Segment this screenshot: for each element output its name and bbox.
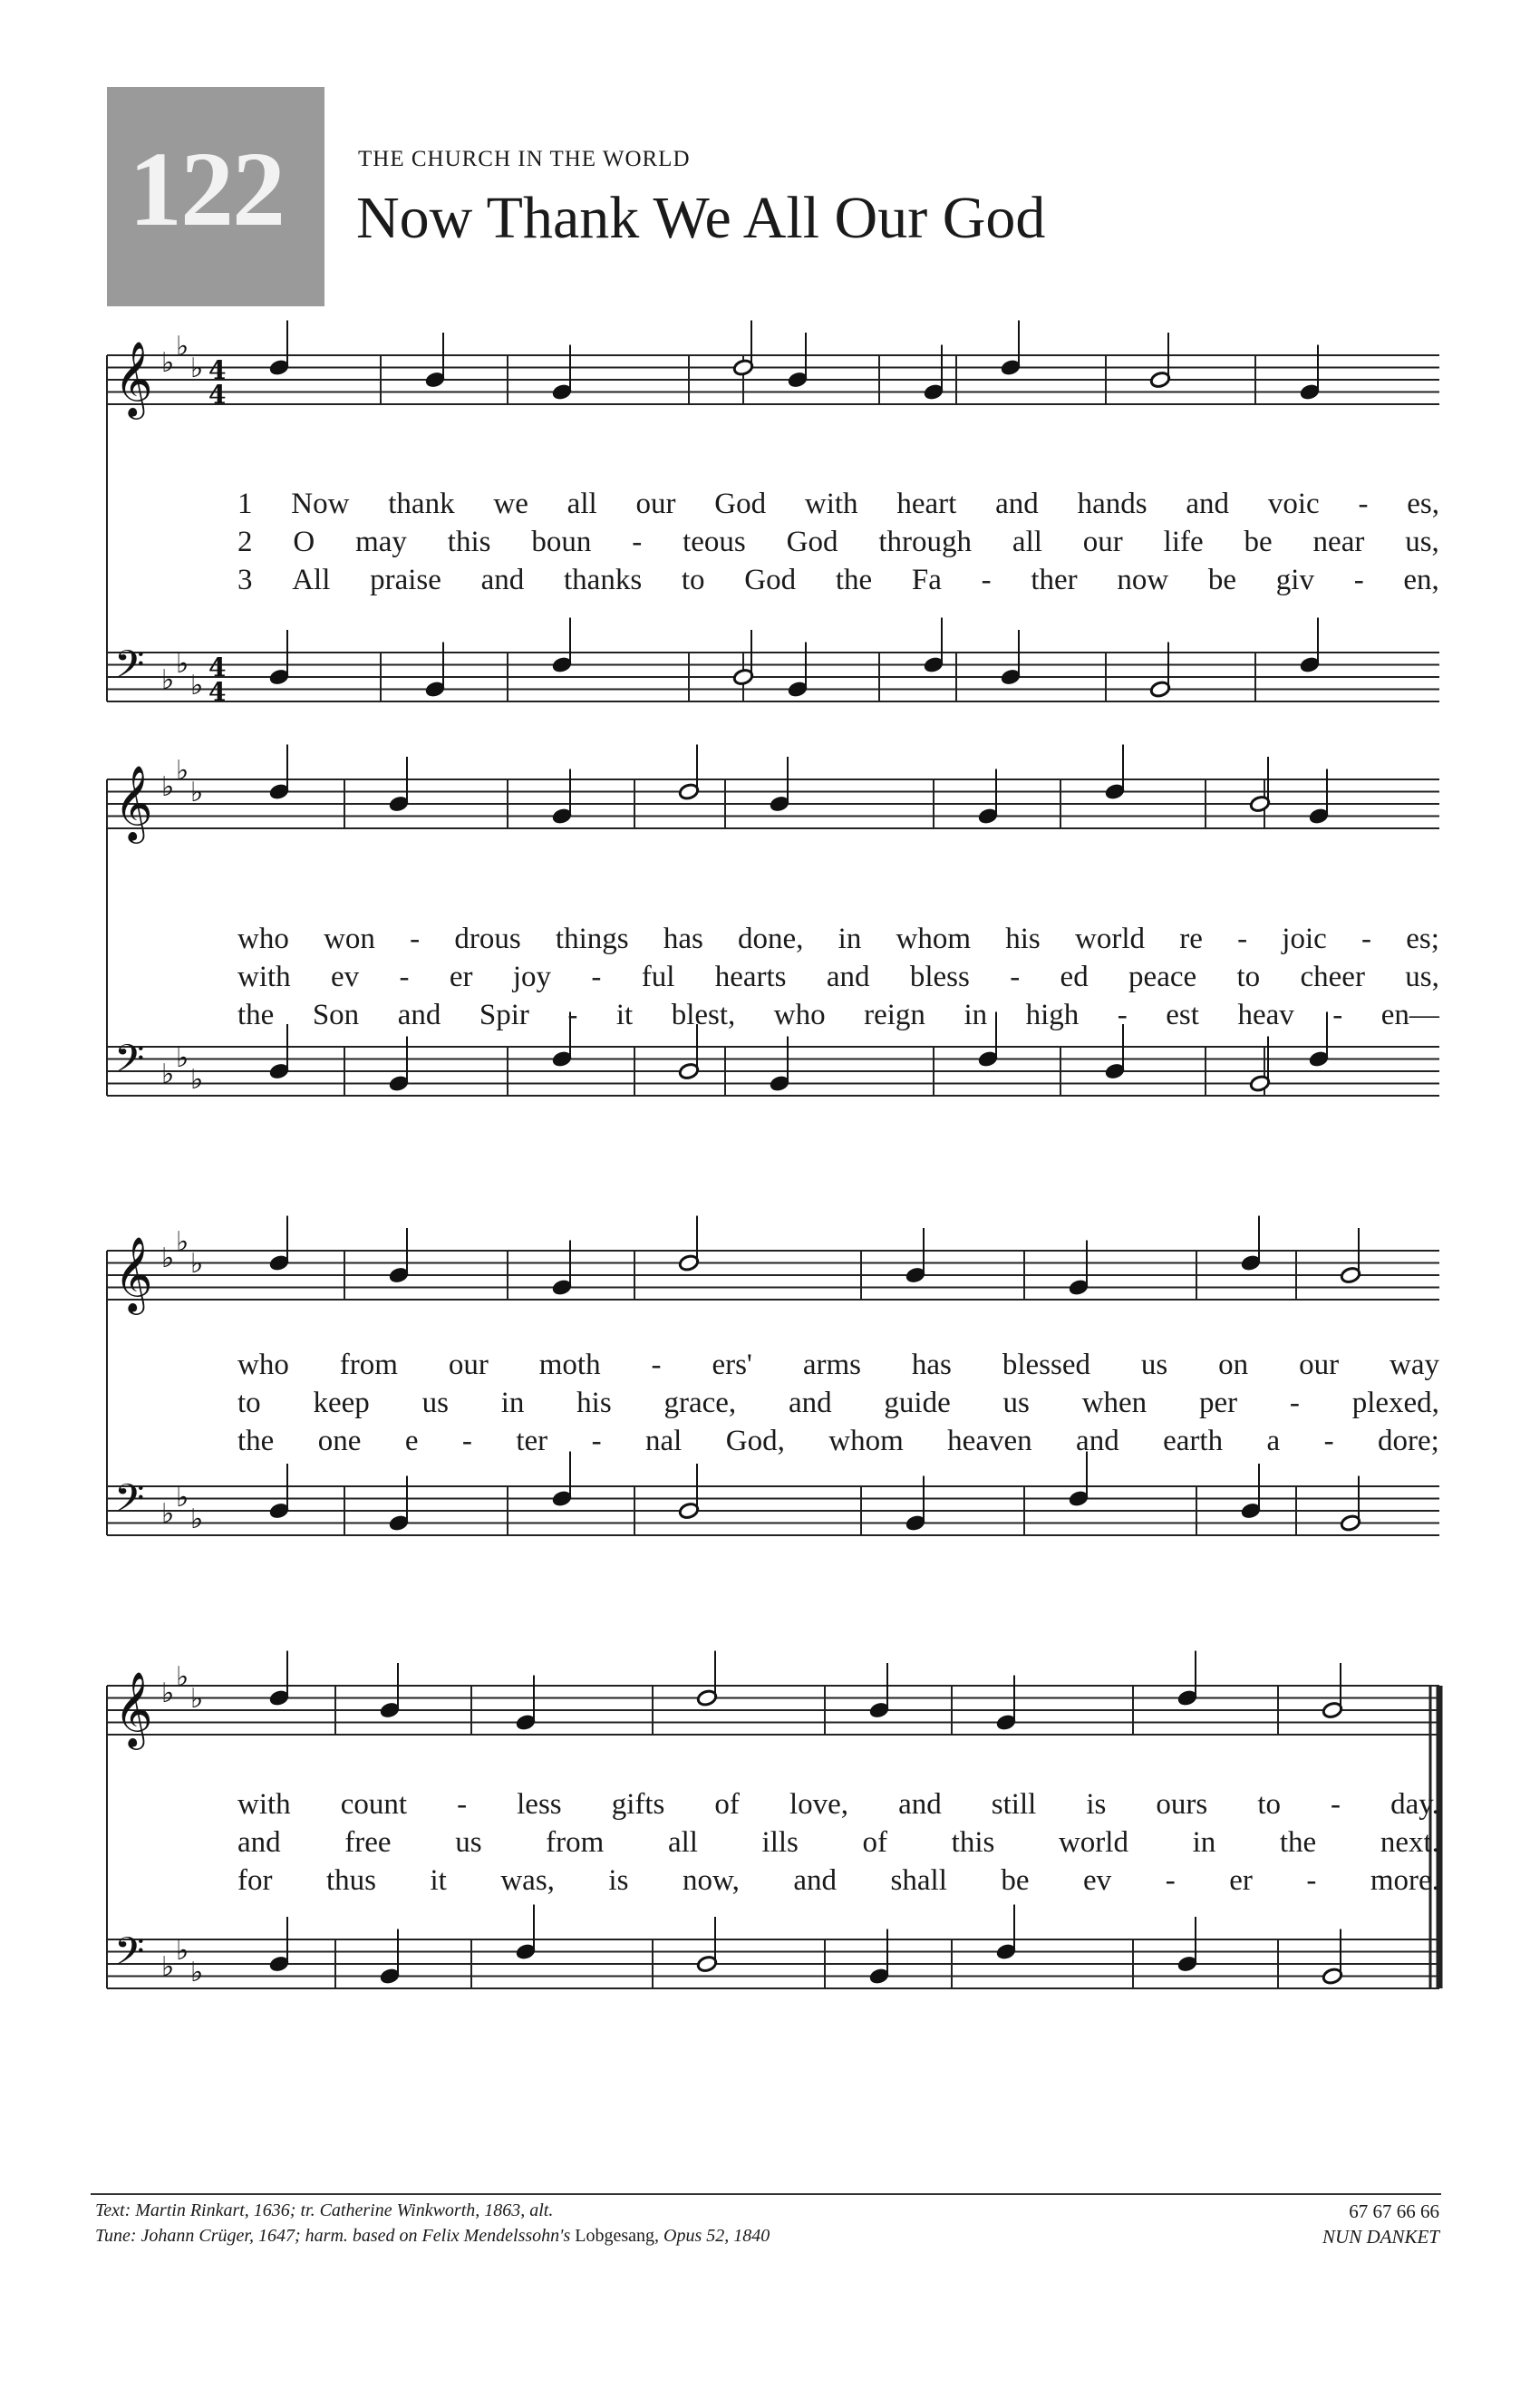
lyric-syllable: 2 xyxy=(237,526,253,558)
time-signature: 4 xyxy=(208,380,227,410)
flat-sign: ♭ xyxy=(161,1059,175,1090)
lyric-syllable: be xyxy=(1244,526,1273,558)
lyric-syllable: still xyxy=(991,1788,1037,1821)
lyric-syllable: es, xyxy=(1407,488,1439,520)
lyric-syllable: now xyxy=(1117,564,1169,596)
lyric-syllable: bless xyxy=(909,961,970,993)
lyric-syllable: and xyxy=(826,961,870,993)
lyric-syllable: heav xyxy=(1237,999,1294,1031)
lyric-syllable: now, xyxy=(682,1864,740,1897)
lyric-syllable: ter xyxy=(516,1425,548,1457)
lyric-line xyxy=(237,1790,1439,1820)
lyric-syllable: way xyxy=(1390,1349,1439,1381)
lyric-syllable: in xyxy=(838,923,862,955)
lyric-syllable: - xyxy=(1323,1425,1334,1457)
tune-name: NUN DANKET xyxy=(1322,2226,1439,2248)
lyric-syllable: giv xyxy=(1275,564,1314,596)
lyric-syllable: - xyxy=(1361,923,1371,955)
lyric-syllable: Now xyxy=(291,488,350,520)
lyric-syllable: who xyxy=(773,999,826,1031)
lyric-syllable: his xyxy=(576,1387,612,1419)
lyric-syllable: from xyxy=(339,1349,398,1381)
lyric-syllable: - xyxy=(981,564,992,596)
lyric-line xyxy=(237,527,1439,557)
lyric-syllable: - xyxy=(1010,961,1021,993)
lyric-syllable: the xyxy=(835,564,873,596)
lyric-syllable: whom xyxy=(896,923,972,955)
lyric-syllable: 3 xyxy=(237,564,253,596)
lyric-syllable: - xyxy=(651,1349,662,1381)
flat-sign: ♭ xyxy=(176,1482,189,1513)
lyric-syllable: us xyxy=(1140,1349,1168,1381)
lyric-syllable: ful xyxy=(641,961,675,993)
lyric-syllable: be xyxy=(1207,564,1237,596)
lyric-syllable: us xyxy=(455,1826,482,1859)
tune-credit: Tune: Johann Crüger, 1647; harm. based on Felix Mendelssohn's Lobgesang, Opus 52, 1840 xyxy=(95,2226,770,2246)
lyric-syllable: - xyxy=(399,961,410,993)
lyric-syllable: to xyxy=(1236,961,1261,993)
lyric-syllable: be xyxy=(1001,1864,1030,1897)
lyric-syllable: and xyxy=(237,1826,281,1859)
lyric-syllable: ours xyxy=(1156,1788,1208,1821)
lyric-syllable: er xyxy=(1229,1864,1253,1897)
lyric-syllable: gifts xyxy=(611,1788,665,1821)
lyric-syllable: - xyxy=(1237,923,1248,955)
lyric-syllable: en, xyxy=(1403,564,1439,596)
lyric-syllable: on xyxy=(1218,1349,1249,1381)
lyric-syllable: next. xyxy=(1380,1826,1439,1859)
flat-sign: ♭ xyxy=(190,1064,204,1096)
lyric-syllable: and xyxy=(793,1864,838,1897)
lyric-syllable: heart xyxy=(896,488,957,520)
lyric-syllable: - xyxy=(1165,1864,1176,1897)
lyric-syllable: teous xyxy=(683,526,746,558)
lyric-line xyxy=(237,1828,1439,1858)
lyric-syllable: with xyxy=(237,1788,291,1821)
lyric-syllable: has xyxy=(911,1349,952,1381)
lyric-syllable: is xyxy=(1086,1788,1107,1821)
lyric-syllable: and xyxy=(1186,488,1230,520)
lyric-syllable: guide xyxy=(884,1387,951,1419)
lyric-syllable: moth xyxy=(538,1349,601,1381)
lyric-line xyxy=(237,566,1439,595)
lyric-syllable: to xyxy=(681,564,705,596)
lyric-syllable: was, xyxy=(500,1864,555,1897)
lyric-syllable: - xyxy=(1358,488,1369,520)
lyric-syllable: us xyxy=(1002,1387,1030,1419)
lyric-syllable: of xyxy=(862,1826,888,1859)
lyric-syllable: high xyxy=(1025,999,1080,1031)
lyric-syllable: en— xyxy=(1380,999,1439,1031)
lyric-syllable: - xyxy=(1306,1864,1317,1897)
flat-sign: ♭ xyxy=(190,1248,204,1280)
lyric-syllable: it xyxy=(615,999,634,1031)
lyric-syllable: shall xyxy=(890,1864,947,1897)
lyric-syllable: hands xyxy=(1077,488,1148,520)
lyric-syllable: who xyxy=(237,1349,289,1381)
lyric-syllable: - xyxy=(1289,1387,1300,1419)
lyric-syllable: grace, xyxy=(663,1387,737,1419)
lyric-syllable: through xyxy=(878,526,973,558)
lyric-syllable: ers' xyxy=(712,1349,752,1381)
lyric-syllable: - xyxy=(1353,564,1364,596)
flat-sign: ♭ xyxy=(161,1498,175,1530)
lyric-syllable: less xyxy=(517,1788,562,1821)
lyric-syllable: ther xyxy=(1031,564,1078,596)
flat-sign: ♭ xyxy=(176,648,189,680)
lyric-syllable: of xyxy=(714,1788,740,1821)
lyric-syllable: est xyxy=(1166,999,1199,1031)
lyric-syllable: and xyxy=(898,1788,942,1821)
lyric-syllable: joy xyxy=(512,961,552,993)
lyric-syllable: our xyxy=(635,488,676,520)
treble-clef: 𝄞 xyxy=(114,340,153,416)
lyric-syllable: ills xyxy=(761,1826,799,1859)
lyric-syllable: and xyxy=(1076,1425,1119,1457)
flat-sign: ♭ xyxy=(190,1504,204,1535)
flat-sign: ♭ xyxy=(176,1042,189,1074)
lyric-syllable: God, xyxy=(725,1425,785,1457)
lyric-syllable: all xyxy=(1012,526,1042,558)
lyric-syllable: whom xyxy=(828,1425,904,1457)
lyric-syllable: Son xyxy=(312,999,360,1031)
lyric-syllable: to xyxy=(1257,1788,1281,1821)
lyric-syllable: - xyxy=(410,923,421,955)
lyric-syllable: and xyxy=(995,488,1039,520)
flat-sign: ♭ xyxy=(190,1957,204,1988)
lyric-line xyxy=(237,924,1439,954)
lyric-syllable: and xyxy=(480,564,525,596)
lyric-syllable: in xyxy=(500,1387,525,1419)
lyric-syllable: - xyxy=(457,1788,468,1821)
lyric-syllable: reign xyxy=(864,999,925,1031)
lyric-syllable: free xyxy=(344,1826,392,1859)
flat-sign: ♭ xyxy=(190,777,204,808)
lyric-syllable: peace xyxy=(1128,961,1197,993)
lyric-syllable: ev xyxy=(331,961,360,993)
lyric-syllable: and xyxy=(788,1387,832,1419)
lyric-syllable: in xyxy=(1192,1826,1216,1859)
lyric-syllable: life xyxy=(1163,526,1204,558)
lyric-syllable: near xyxy=(1312,526,1365,558)
flat-sign: ♭ xyxy=(161,1243,175,1274)
flat-sign: ♭ xyxy=(161,1951,175,1983)
lyric-syllable: - xyxy=(1117,999,1128,1031)
lyric-line xyxy=(237,1388,1439,1418)
lyric-syllable: day. xyxy=(1390,1788,1439,1821)
lyric-syllable: we xyxy=(493,488,528,520)
lyric-syllable: cheer xyxy=(1300,961,1365,993)
flat-sign: ♭ xyxy=(176,331,189,363)
lyric-line xyxy=(237,1426,1439,1456)
lyric-syllable: more. xyxy=(1370,1864,1439,1897)
lyric-line xyxy=(237,1350,1439,1380)
lyric-syllable: - xyxy=(1332,999,1343,1031)
lyric-syllable: from xyxy=(546,1826,605,1859)
lyric-syllable: er xyxy=(449,961,473,993)
time-signature: 4 xyxy=(208,677,227,707)
lyric-syllable: the xyxy=(1279,1826,1317,1859)
lyric-syllable: thanks xyxy=(564,564,643,596)
lyric-syllable: O xyxy=(293,526,315,558)
lyric-syllable: with xyxy=(237,961,291,993)
lyric-syllable: nal xyxy=(644,1425,683,1457)
lyric-syllable: blessed xyxy=(1002,1349,1090,1381)
lyric-syllable: hearts xyxy=(714,961,787,993)
lyric-syllable: world xyxy=(1058,1826,1128,1859)
lyric-syllable: world xyxy=(1075,923,1145,955)
lyric-syllable: re xyxy=(1179,923,1203,955)
lyric-line xyxy=(237,489,1439,519)
lyric-syllable: all xyxy=(667,1826,698,1859)
bass-clef: 𝄢 xyxy=(114,1929,145,1984)
lyric-syllable: thank xyxy=(388,488,455,520)
lyric-syllable: for xyxy=(237,1864,273,1897)
lyric-syllable: has xyxy=(663,923,703,955)
lyric-syllable: - xyxy=(591,1425,602,1457)
lyric-syllable: the xyxy=(237,999,275,1031)
lyric-syllable: ev xyxy=(1083,1864,1112,1897)
lyric-syllable: and xyxy=(397,999,441,1031)
lyric-syllable: God xyxy=(744,564,797,596)
lyric-syllable: - xyxy=(632,526,643,558)
lyric-syllable: won xyxy=(324,923,375,955)
lyric-syllable: may xyxy=(355,526,407,558)
lyric-syllable: per xyxy=(1198,1387,1238,1419)
lyric-syllable: blest, xyxy=(671,999,736,1031)
lyric-syllable: - xyxy=(1331,1788,1341,1821)
lyric-syllable: count xyxy=(340,1788,408,1821)
text-credit: Text: Martin Rinkart, 1636; tr. Catherine Winkworth, 1863, alt. xyxy=(95,2200,554,2220)
lyric-syllable: one xyxy=(317,1425,362,1457)
flat-sign: ♭ xyxy=(176,1661,189,1693)
lyric-syllable: this xyxy=(447,526,491,558)
lyric-syllable: who xyxy=(237,923,289,955)
hymn-number: 122 xyxy=(129,130,284,248)
time-signature: 4 xyxy=(208,653,227,682)
flat-sign: ♭ xyxy=(190,670,204,701)
lyric-syllable: in xyxy=(964,999,988,1031)
lyric-syllable: boun xyxy=(531,526,592,558)
lyric-syllable: God xyxy=(714,488,767,520)
flat-sign: ♭ xyxy=(176,755,189,787)
treble-clef: 𝄞 xyxy=(114,1235,153,1311)
lyric-syllable: a xyxy=(1266,1425,1281,1457)
lyric-syllable: All xyxy=(292,564,331,596)
lyric-syllable: is xyxy=(608,1864,629,1897)
lyric-syllable: us, xyxy=(1405,961,1439,993)
bass-clef: 𝄢 xyxy=(114,1037,145,1091)
lyric-syllable: e xyxy=(404,1425,419,1457)
flat-sign: ♭ xyxy=(190,353,204,384)
meter: 67 67 66 66 xyxy=(1349,2200,1439,2222)
lyric-syllable: his xyxy=(1005,923,1041,955)
lyric-syllable: the xyxy=(237,1425,275,1457)
lyric-syllable: our xyxy=(1082,526,1123,558)
lyric-syllable: thus xyxy=(325,1864,376,1897)
footer-divider xyxy=(91,2193,1441,2195)
lyric-syllable: joic xyxy=(1282,923,1327,955)
lyric-syllable: - xyxy=(567,999,578,1031)
bass-clef: 𝄢 xyxy=(114,643,145,697)
lyric-syllable: God xyxy=(786,526,838,558)
lyric-syllable: it xyxy=(430,1864,447,1897)
lyric-syllable: us xyxy=(421,1387,449,1419)
lyric-syllable: Fa xyxy=(911,564,942,596)
lyric-syllable: all xyxy=(566,488,597,520)
lyric-line xyxy=(237,1866,1439,1896)
flat-sign: ♭ xyxy=(176,1935,189,1967)
lyric-syllable: things xyxy=(555,923,629,955)
lyric-syllable: when xyxy=(1081,1387,1148,1419)
lyric-line xyxy=(237,962,1439,992)
lyric-syllable: this xyxy=(951,1826,995,1859)
lyric-syllable: with xyxy=(804,488,858,520)
lyric-syllable: done, xyxy=(738,923,804,955)
flat-sign: ♭ xyxy=(161,1678,175,1709)
lyric-syllable: - xyxy=(461,1425,472,1457)
lyric-syllable: - xyxy=(591,961,602,993)
lyric-syllable: our xyxy=(448,1349,489,1381)
lyric-syllable: plexed, xyxy=(1351,1387,1439,1419)
hymn-title: Now Thank We All Our God xyxy=(356,185,1046,251)
flat-sign: ♭ xyxy=(176,1226,189,1258)
treble-clef: 𝄞 xyxy=(114,1670,153,1746)
section-heading: THE CHURCH IN THE WORLD xyxy=(358,147,691,171)
lyric-syllable: dore; xyxy=(1378,1425,1439,1457)
lyric-syllable: our xyxy=(1299,1349,1340,1381)
lyric-syllable: earth xyxy=(1163,1425,1224,1457)
flat-sign: ♭ xyxy=(161,664,175,696)
flat-sign: ♭ xyxy=(161,347,175,379)
treble-clef: 𝄞 xyxy=(114,764,153,840)
lyric-syllable: ed xyxy=(1060,961,1089,993)
lyric-syllable: keep xyxy=(313,1387,370,1419)
lyric-syllable: es; xyxy=(1406,923,1439,955)
lyric-syllable: arms xyxy=(802,1349,861,1381)
bass-clef: 𝄢 xyxy=(114,1476,145,1531)
time-signature: 4 xyxy=(208,355,227,385)
lyric-syllable: to xyxy=(237,1387,261,1419)
lyric-syllable: voic xyxy=(1267,488,1320,520)
flat-sign: ♭ xyxy=(161,771,175,803)
lyric-syllable: heaven xyxy=(947,1425,1032,1457)
flat-sign: ♭ xyxy=(190,1683,204,1715)
lyric-syllable: us, xyxy=(1405,526,1439,558)
lyric-syllable: love, xyxy=(789,1788,849,1821)
lyric-syllable: drous xyxy=(454,923,521,955)
lyric-syllable: praise xyxy=(370,564,441,596)
lyric-syllable: Spir xyxy=(479,999,529,1031)
lyric-syllable: 1 xyxy=(237,488,253,520)
lyric-line xyxy=(237,1001,1439,1030)
